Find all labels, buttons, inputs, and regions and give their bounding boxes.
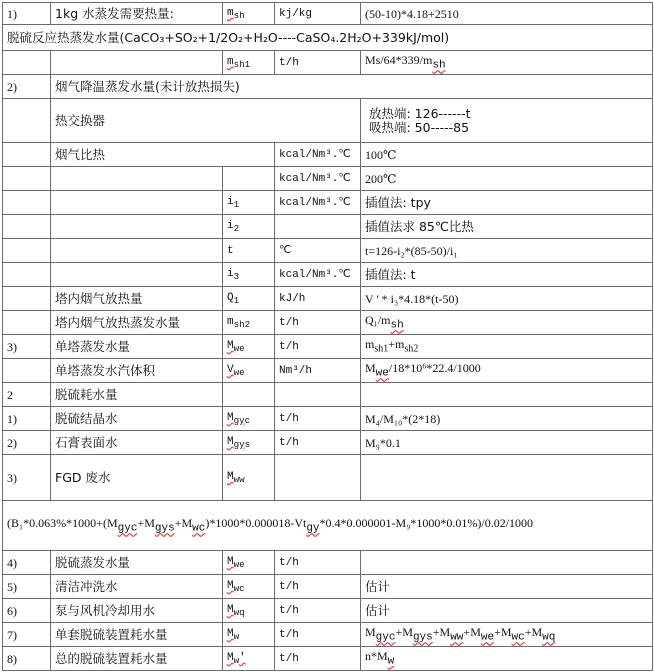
formula-cell: V ' * i₃*4.18*(t-50) <box>361 287 653 311</box>
unit-cell: kJ/h <box>275 287 361 311</box>
unit-cell: t/h <box>275 335 361 359</box>
formula-cell: M₄/M₁₀*(2*18) <box>361 407 653 431</box>
item-label: 单套脱硫装置耗水量 <box>51 623 223 647</box>
symbol-cell: $M_{gyc}$ <box>223 407 275 431</box>
item-label: 1kg 水蒸发需要热量: <box>51 3 223 25</box>
table-row <box>3 335 653 359</box>
table-row <box>3 99 653 143</box>
unit-cell: kcal/Nm³.℃ <box>275 263 361 287</box>
unit-cell: t/h <box>275 311 361 335</box>
table-row <box>3 25 653 51</box>
unit-cell: t/h <box>275 551 361 575</box>
unit-cell: kcal/Nm³.℃ <box>275 167 361 191</box>
symbol-cell: $M_{we}$ <box>223 551 275 575</box>
value-cell: 插值法: t <box>361 263 653 287</box>
unit-cell: ℃ <box>275 239 361 263</box>
symbol-cell: $M_w'$ <box>223 647 275 671</box>
formula-cell: $Ms/64*339/m_{sh}$ <box>361 51 653 75</box>
item-label: 单塔蒸发水汽体积 <box>51 359 223 383</box>
symbol-cell: $M_{gys}$ <box>223 431 275 455</box>
formula-cell: M₉*0.1 <box>361 431 653 455</box>
item-label: 脱硫结晶水 <box>51 407 223 431</box>
symbol: $m_{sh}$ <box>227 6 245 22</box>
row-number: 3) <box>3 455 51 501</box>
symbol-cell: $V_{we}$ <box>223 359 275 383</box>
table-row <box>3 431 653 455</box>
formula-cell: $M_{we}/18*10^6*22.4/1000$ <box>361 359 653 383</box>
reaction-heading: 脱硫反应热蒸发水量(CaCO₃+SO₂+1/2O₂+H₂O----CaSO₄.2H₂O+339kJ/mol) <box>3 25 653 51</box>
table-row <box>3 383 653 407</box>
item-label: 清洁冲洗水 <box>51 575 223 599</box>
value-cell: 估计 <box>361 575 653 599</box>
row-number: 3) <box>3 335 51 359</box>
unit-cell: t/h <box>275 599 361 623</box>
unit-cell: t/h <box>275 575 361 599</box>
unit-cell: kcal/Nm³.℃ <box>275 191 361 215</box>
table-row <box>3 167 653 191</box>
table-row <box>3 501 653 551</box>
formula-cell: $Q_1/m_{sh}$ <box>361 311 653 335</box>
value-cell: 100℃ <box>361 143 653 167</box>
table-row <box>3 143 653 167</box>
symbol-cell: $M_w$ <box>223 623 275 647</box>
heat-release-line: 放热端: 126------t <box>369 105 471 121</box>
item-label: 烟气比热 <box>51 143 275 167</box>
unit-cell: t/h <box>275 407 361 431</box>
row-number: 4) <box>3 551 51 575</box>
item-label: 塔内烟气放热蒸发水量 <box>51 311 223 335</box>
unit-cell: t/h <box>275 431 361 455</box>
row-number: 1) <box>3 3 51 25</box>
value-cell: 估计 <box>361 599 653 623</box>
symbol-cell <box>223 3 275 25</box>
formula-cell: $n*M_w$ <box>361 647 653 671</box>
item-label: 泵与风机冷却用水 <box>51 599 223 623</box>
row-number: 1) <box>3 407 51 431</box>
table-row <box>3 359 653 383</box>
wastewater-formula: $(B_1*0.063\%*1000+(M_{gyc}+M_{gys}+M_{wc})*1000*0.000018-Vt_{gy}*0.4*0.000001-M_9*1000*0.01\%)/0.02/1000$ <box>3 501 653 551</box>
symbol-cell: $M_{wq}$ <box>223 599 275 623</box>
symbol-cell <box>223 51 275 75</box>
row-number: 7) <box>3 623 51 647</box>
value-cell: 插值法: tpy <box>361 191 653 215</box>
water-consumption-table <box>2 2 653 671</box>
heat-absorb-line: 吸热端: 50-----85 <box>369 119 470 135</box>
table-row <box>3 623 653 647</box>
row-number: 2) <box>3 431 51 455</box>
row-number: 8) <box>3 647 51 671</box>
symbol-cell: $i_1$ <box>223 191 275 215</box>
table-row <box>3 311 653 335</box>
formula-cell: $M_{gyc}+M_{gys}+M_{ww}+M_{we}+M_{wc}+M_{wq}$ <box>361 623 653 647</box>
unit-cell: t/h <box>275 623 361 647</box>
symbol: $m_{sh1}$ <box>227 55 251 71</box>
table-row <box>3 551 653 575</box>
row-number: 6) <box>3 599 51 623</box>
table-row <box>3 599 653 623</box>
item-label: 石膏表面水 <box>51 431 223 455</box>
unit-cell: kcal/Nm³.℃ <box>275 143 361 167</box>
item-label: 塔内烟气放热量 <box>51 287 223 311</box>
unit-cell: t/h <box>275 51 361 75</box>
table-row <box>3 51 653 75</box>
item-label: 单塔蒸发水量 <box>51 335 223 359</box>
table-row <box>3 647 653 671</box>
item-label: FGD 废水 <box>51 455 223 501</box>
table-row <box>3 263 653 287</box>
unit-cell: t/h <box>275 647 361 671</box>
symbol-cell: $M_{wc}$ <box>223 575 275 599</box>
table-row <box>3 191 653 215</box>
unit-cell: kj/kg <box>275 3 361 25</box>
formula-cell: (50-10)*4.18+2510 <box>361 3 653 25</box>
unit-cell: Nm³/h <box>275 359 361 383</box>
value-cell: 插值法求 85℃比热 <box>361 215 653 239</box>
table-row <box>3 575 653 599</box>
symbol-cell: $Q_1$ <box>223 287 275 311</box>
table-row <box>3 455 653 501</box>
item-label: 热交换器 <box>51 99 361 143</box>
symbol-cell: $m_{sh2}$ <box>223 311 275 335</box>
symbol-cell: $M_{ww}$ <box>223 455 275 501</box>
item-label: 脱硫蒸发水量 <box>51 551 223 575</box>
table-row <box>3 75 653 99</box>
row-number: 2 <box>3 383 51 407</box>
item-label: 总的脱硫装置耗水量 <box>51 647 223 671</box>
item-label: 烟气降温蒸发水量(未计放热损失) <box>51 75 653 99</box>
symbol-cell: $M_{we}$ <box>223 335 275 359</box>
symbol-cell: t <box>223 239 275 263</box>
row-number: 5) <box>3 575 51 599</box>
table-row <box>3 3 653 25</box>
heat-exchange-cell <box>361 99 653 143</box>
symbol-cell: $i_2$ <box>223 215 275 239</box>
row-number: 2) <box>3 75 51 99</box>
table-row <box>3 407 653 431</box>
value-cell: 200℃ <box>361 167 653 191</box>
table-row <box>3 239 653 263</box>
formula-cell: $m_{sh1}+m_{sh2}$ <box>361 335 653 359</box>
table-row <box>3 287 653 311</box>
symbol-cell: $i_3$ <box>223 263 275 287</box>
table-row <box>3 215 653 239</box>
item-label: 脱硫耗水量 <box>51 383 223 407</box>
formula-cell: t=126-i₂*(85-50)/i₁ <box>361 239 653 263</box>
